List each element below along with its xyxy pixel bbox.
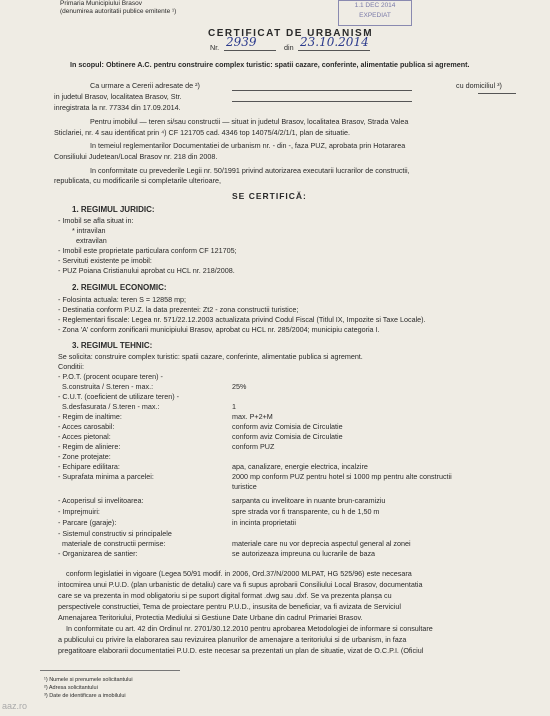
regim-economic-title: 2. REGIMUL ECONOMIC:	[72, 283, 167, 292]
condition-value: max. P+2+M	[232, 412, 273, 421]
tehnic-request: Se solicita: construire complex turistic: spatii cazare, conferinte, alimentatie publica si agrement.	[58, 352, 363, 361]
condition-label: materiale de constructii permise:	[62, 539, 166, 548]
body-line: care se va prezenta in mod obligatoriu si pe suport digital format .dwg sau .dxf. Se va prezenta planșa cu	[58, 591, 392, 600]
condition-value: 2000 mp conform PUZ pentru hotel si 1000 mp pentru alte constructii	[232, 472, 452, 481]
stamp-date: 1.1 DEC 2014	[354, 2, 396, 9]
intro-line-2: in judetul Brasov, localitatea Brasov, Str.	[54, 92, 182, 101]
watermark: aaz.ro	[2, 701, 28, 711]
economic-line: - Destinatia conform P.U.Z. la data prezentei: Zt2 - zona constructii turistice;	[58, 305, 299, 314]
intro-line-4: Pentru imobilul — teren si/sau constructii — situat in judetul Brasov, localitatea Brasov, Strada Valea	[90, 117, 409, 126]
condition-value: conform aviz Comisia de Circulatie	[232, 432, 343, 441]
nr-label: Nr.	[210, 43, 220, 52]
intro-line-9: republicata, cu modificarile si completarile ulterioare,	[54, 176, 221, 185]
tehnic-conditions: Conditii:	[58, 362, 84, 371]
condition-value: conform PUZ	[232, 442, 275, 451]
juridic-line: * intravilan	[72, 226, 106, 235]
juridic-line: - PUZ Poiana Cristianului aprobat cu HCL nr. 218/2008.	[58, 266, 235, 275]
purpose-text: In scopul: Obtinere A.C. pentru construire complex turistic: spatii cazare, conferinte, alimentatie publica si agrement.	[70, 60, 470, 69]
condition-label: - Zone protejate:	[58, 452, 111, 461]
economic-line: - Zona 'A' conform zonificarii municipiului Brasov, aprobat cu HCL nr. 285/2004; municipiu categoria I.	[58, 325, 380, 334]
intro-line-1a: Ca urmare a Cererii adresate de ²)	[90, 81, 200, 90]
number-underline	[224, 50, 276, 51]
condition-value: se autorizeaza impreuna cu lucrarile de baza	[232, 549, 376, 558]
condition-label: - Acces carosabil:	[58, 422, 115, 431]
address-blank	[232, 101, 412, 102]
condition-value: conform aviz Comisia de Circulatie	[232, 422, 343, 431]
footnote-separator	[40, 670, 180, 671]
stamp-label: EXPEDIAT	[359, 12, 391, 19]
body-line: a publicului cu privire la elaborarea sau revizuirea planurilor de amenajare a teritoriului si de urbanism, in faza	[58, 635, 407, 644]
condition-label: S.desfasurata / S.teren - max.:	[62, 402, 160, 411]
page-title: CERTIFICAT DE URBANISM	[208, 28, 374, 39]
economic-line: - Reglementari fiscale: Legea nr. 571/22.12.2003 actualizata privind Codul Fiscal (Titlul IX, Impozite si Taxe Locale).	[58, 315, 426, 324]
intro-line-7: Consiliului Judetean/Local Brasov nr. 218 din 2008.	[54, 152, 218, 161]
intro-line-6: In temeiul reglementarilor Documentatiei de urbanism nr. - din -, faza PUZ, aprobata prin Hotararea	[90, 141, 406, 150]
juridic-line: - Servituti existente pe imobil:	[58, 256, 152, 265]
body-line: Amenajarea Teritoriului, Protectia Mediului si Gestiune Date Urbane din cadrul Primariei Brasov.	[58, 613, 363, 622]
body-line: In conformitate cu art. 42 din Ordinul nr. 2701/30.12.2010 pentru aprobarea Metodologiei de informare si consultare	[66, 624, 433, 633]
condition-label: - P.O.T. (procent ocupare teren) -	[58, 372, 163, 381]
se-certifica-heading: SE CERTIFICĂ:	[232, 191, 307, 201]
condition-value: materiale care nu vor depreciа aspectul general al zonei	[232, 539, 411, 548]
issuer-name: Primaria Municipiului Brasov	[60, 0, 142, 7]
condition-value: 25%	[232, 382, 247, 391]
body-line: intocmirea unui P.U.D. (plan urbanistic de detaliu) care va fi supus aprobarii Consiliului Local Brasov, documentatia	[58, 580, 423, 589]
footnote: ³) Date de identificare a imobilului	[44, 693, 126, 699]
issuer-caption: (denumirea autoritatii publice emitente ¹)	[60, 8, 177, 15]
regim-tehnic-title: 3. REGIMUL TEHNIC:	[72, 341, 153, 350]
condition-label: - Suprafata minima a parcelei:	[58, 472, 154, 481]
condition-label: - Acoperisul si invelitoarea:	[58, 496, 144, 505]
footnote: ¹) Numele si prenumele solicitantului	[44, 677, 133, 683]
condition-label: - Parcare (garaje):	[58, 518, 117, 527]
body-line: perspectivele constructiei, Tema de proiectare pentru P.U.D., insusita de beneficiar, va fi avizata de Serviciul	[58, 602, 401, 611]
condition-value: spre strada vor fi transparente, cu h de 1,50 m	[232, 507, 380, 516]
condition-label: - Imprejmuiri:	[58, 507, 100, 516]
condition-value: apa, canalizare, energie electrica, incalzire	[232, 462, 368, 471]
expedited-stamp	[338, 0, 412, 26]
juridic-line: - Imobil este proprietate particulara conform CF 121705;	[58, 246, 237, 255]
body-line: pregatitoare elaborarii documentatiei P.U.D. este necesar sa prezentati un plan de situatie, vizat de O.C.P.I. (Oficiul	[58, 646, 424, 655]
domicile-blank	[478, 93, 516, 94]
condition-value: 1	[232, 402, 236, 411]
body-line: conform legislatiei in vigoare (Legea 50/91 modif. in 2006, Ord.37/N/2000 MLPAT, HG 525/96) este necesara	[66, 569, 412, 578]
regim-juridic-title: 1. REGIMUL JURIDIC:	[72, 205, 155, 214]
certificate-number: 2939	[226, 35, 257, 49]
condition-label: - Regim de inaltime:	[58, 412, 122, 421]
intro-line-8: In conformitate cu prevederile Legii nr. 50/1991 privind autorizarea executarii lucrarilor de constructii,	[90, 166, 410, 175]
condition-label: S.construita / S.teren - max.:	[62, 382, 154, 391]
intro-line-1b: cu domiciliul ³)	[456, 81, 502, 90]
condition-label: - Echipare edilitara:	[58, 462, 120, 471]
economic-line: - Folosinta actuala: teren S = 12858 mp;	[58, 295, 187, 304]
condition-value: in incinta proprietatii	[232, 518, 296, 527]
intro-line-5: Sticlariei, nr. 4 sau identificat prin ⁴) CF 121705 cad. 4346 top 14075/4/2/1/1, plan de situatie.	[54, 128, 350, 137]
condition-label: - Acces pietonal:	[58, 432, 111, 441]
juridic-line: - Imobil se afla situat in:	[58, 216, 134, 225]
condition-label: - Organizarea de santier:	[58, 549, 138, 558]
intro-line-3: inregistrata la nr. 77334 din 17.09.2014.	[54, 103, 181, 112]
condition-value: sarpanta cu invelitoare in nuante brun-caramiziu	[232, 496, 386, 505]
condition-label: - Regim de aliniere:	[58, 442, 121, 451]
condition-label: - C.U.T. (coeficient de utilizare teren) -	[58, 392, 180, 401]
certificate-date: 23.10.2014	[300, 35, 369, 49]
condition-value: turistice	[232, 482, 257, 491]
footnote: ²) Adresa solicitantului	[44, 685, 98, 691]
juridic-line: extravilan	[76, 236, 107, 245]
applicant-blank	[232, 90, 412, 91]
date-label: din	[284, 43, 294, 52]
date-underline	[298, 50, 370, 51]
condition-label: - Sistemul constructiv si principalele	[58, 529, 172, 538]
